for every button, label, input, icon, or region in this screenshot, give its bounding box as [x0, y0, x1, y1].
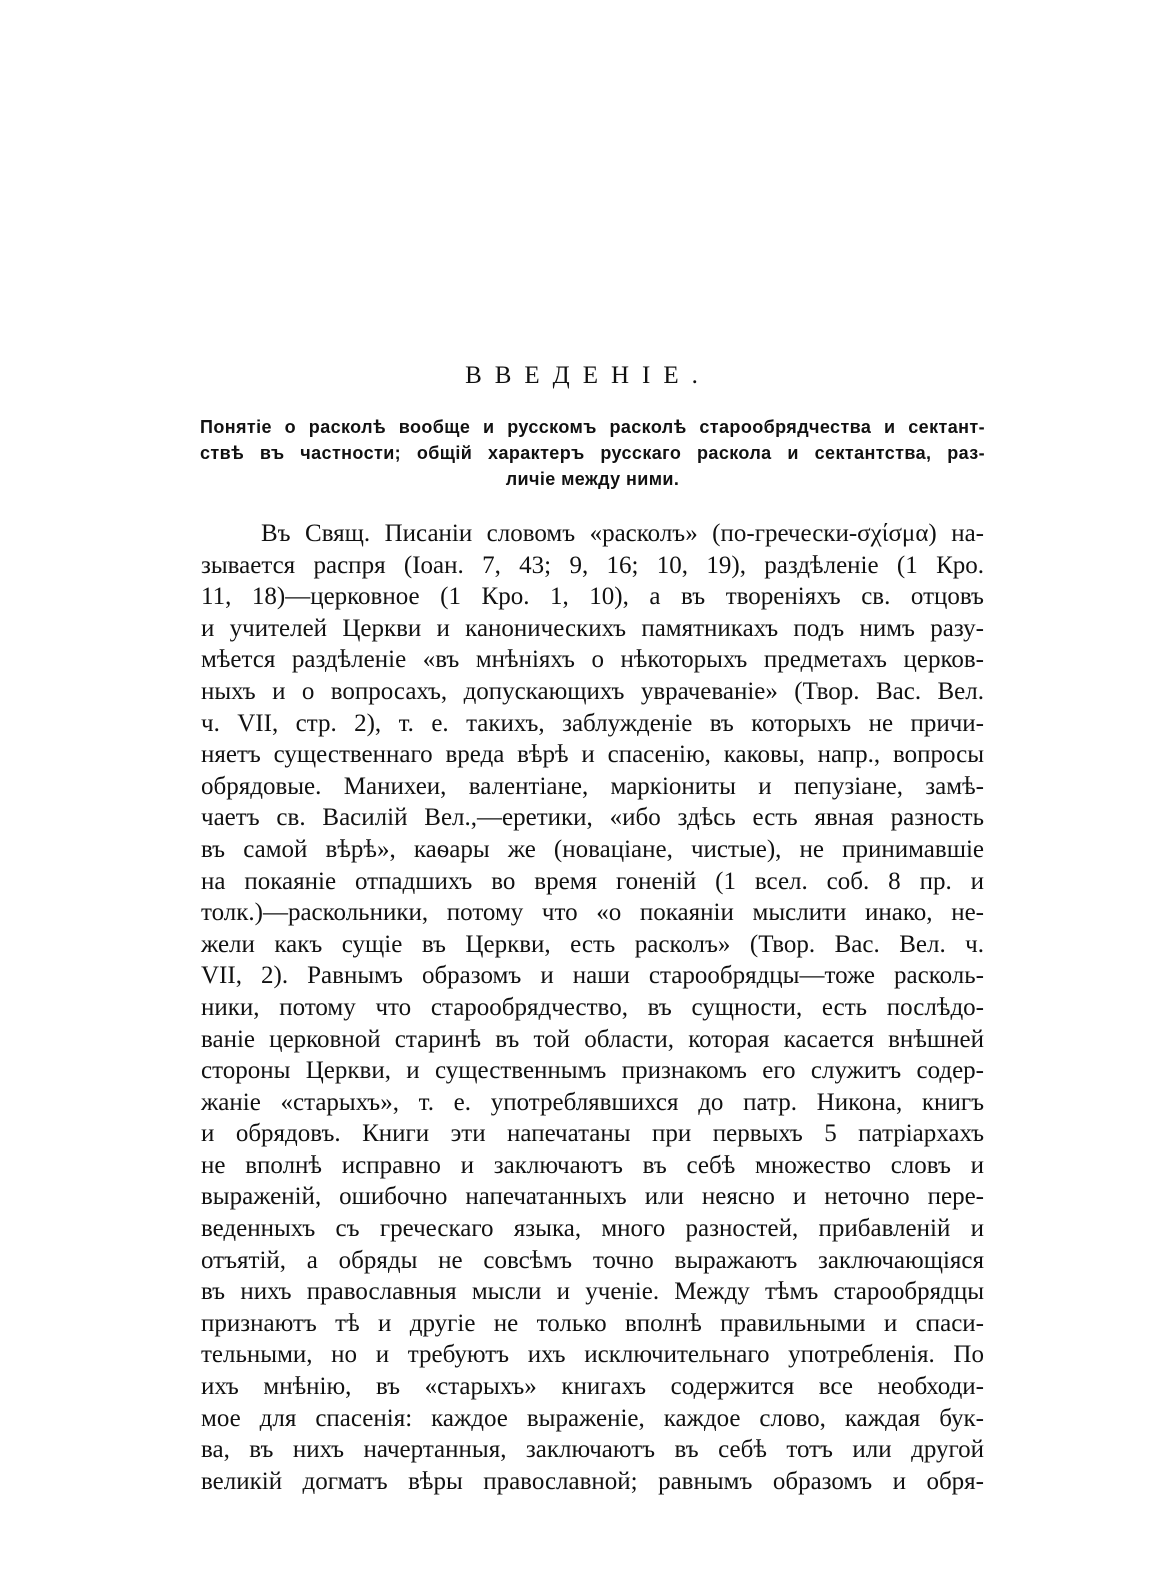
- body-line: стороны Церкви, и существеннымъ признакомъ его служитъ содер-: [201, 1057, 984, 1085]
- body-line: зывается распря (Іоан. 7, 43; 9, 16; 10, 19), раздѣленіе (1 Кро.: [201, 551, 984, 579]
- body-line: на покаяніе отпадшихъ во время гоненій (1 всел. соб. 8 пр. и: [201, 867, 984, 895]
- body-line: и обрядовъ. Книги эти напечатаны при первыхъ 5 патріархахъ: [201, 1120, 984, 1148]
- body-line: Въ Свящ. Писаніи словомъ «расколъ» (по-гречески-σχίσμα) на-: [261, 520, 984, 547]
- body-line: выраженій, ошибочно напечатанныхъ или неясно и неточно пере-: [201, 1183, 984, 1211]
- body-line: мѣется раздѣленіе «въ мнѣніяхъ о нѣкоторыхъ предметахъ церков-: [201, 646, 984, 674]
- body-line: мое для спасенія: каждое выраженіе, каждое слово, каждая бук-: [201, 1404, 984, 1432]
- body-line: жаніе «старыхъ», т. е. употреблявшихся до патр. Никона, книгъ: [201, 1088, 984, 1116]
- body-line: ва, въ нихъ начертанныя, заключаютъ въ себѣ тотъ или другой: [201, 1436, 984, 1464]
- body-line: веденныхъ съ греческаго языка, много разностей, прибавленій и: [201, 1215, 984, 1243]
- body-line: чаетъ св. Василій Вел.,—еретики, «ибо здѣсь есть явная разность: [201, 804, 984, 832]
- subtitle-line: личіе между ними.: [505, 469, 680, 489]
- body-line: ныхъ и о вопросахъ, допускающихъ уврачеваніе» (Твор. Вас. Вел.: [201, 677, 984, 705]
- body-line: въ самой вѣрѣ», каѳары же (новаціане, чистые), не принимавшіе: [201, 835, 984, 863]
- body-line: 11, 18)—церковное (1 Кро. 1, 10), а въ твореніяхъ св. отцовъ: [201, 583, 984, 611]
- subtitle-line: Понятіе о расколѣ вообще и русскомъ расколѣ старообрядчества и сектант-: [200, 417, 985, 437]
- body-line: обрядовые. Манихеи, валентіане, маркіониты и пепузіане, замѣ-: [201, 772, 984, 800]
- body-text: [201, 518, 984, 1497]
- body-line: ч. VII, стр. 2), т. е. такихъ, заблужденіе въ которыхъ не причи-: [201, 709, 984, 737]
- body-line: и учителей Церкви и каноническихъ памятникахъ подъ нимъ разу-: [201, 614, 984, 642]
- body-line: ихъ мнѣнію, въ «старыхъ» книгахъ содержится все необходи-: [201, 1373, 984, 1401]
- body-line: не вполнѣ исправно и заключаютъ въ себѣ множество словъ и: [201, 1151, 984, 1179]
- body-line: няетъ существеннаго вреда вѣрѣ и спасенію, каковы, напр., вопросы: [201, 741, 984, 769]
- body-line: ники, потому что старообрядчество, въ сущности, есть послѣдо-: [201, 993, 984, 1021]
- body-line: VII, 2). Равнымъ образомъ и наши старообрядцы—тоже расколь-: [201, 962, 984, 990]
- body-line: ваніе церковной старинѣ въ той области, которая касается внѣшней: [201, 1025, 984, 1053]
- body-line: въ нихъ православныя мысли и ученіе. Между тѣмъ старообрядцы: [201, 1278, 984, 1306]
- body-line: тельными, но и требуютъ ихъ исключительнаго употребленія. По: [201, 1341, 984, 1369]
- body-line: толк.)—раскольники, потому что «о покаяніи мыслити инако, не-: [201, 899, 984, 927]
- chapter-subtitle: [200, 414, 985, 492]
- body-line: отъятій, а обряды не совсѣмъ точно выражаютъ заключающіяся: [201, 1246, 984, 1274]
- body-line: признаютъ тѣ и другіе не только вполнѣ правильными и спаси-: [201, 1309, 984, 1337]
- body-line: жели какъ сущіе въ Церкви, есть расколъ» (Твор. Вас. Вел. ч.: [201, 930, 984, 958]
- body-line: великій догматъ вѣры православной; равнымъ образомъ и обря-: [201, 1467, 984, 1495]
- subtitle-line: ствѣ въ частности; общій характеръ русскаго раскола и сектантства, раз-: [200, 443, 985, 463]
- page-title: ВВЕДЕНІЕ.: [465, 362, 711, 389]
